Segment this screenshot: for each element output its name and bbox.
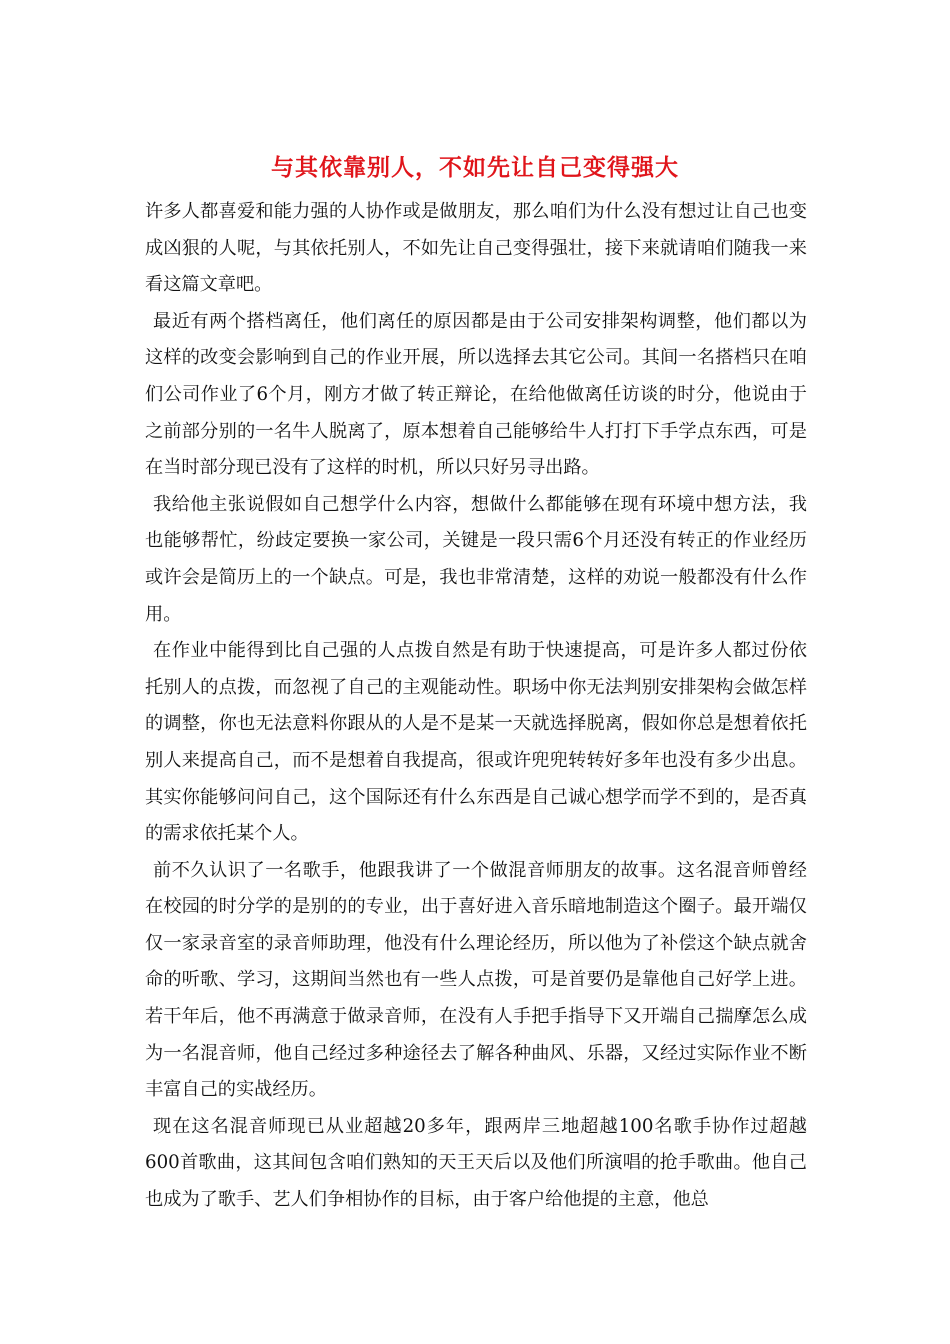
paragraph: 现在这名混音师现已从业超越20多年，跟两岸三地超越100名歌手协作过超越600首歌曲，这其间包含咱们熟知的天王天后以及他们所演唱的抢手歌曲。他自己也成为了歌手、艺人们争相协作的目标，由于客户给他提的主意，他总	[145, 1115, 807, 1211]
paragraph: 许多人都喜爱和能力强的人协作或是做朋友，那么咱们为什么没有想过让自己也变成凶狠的人呢，与其依托别人，不如先让自己变得强壮，接下来就请咱们随我一来看这篇文章吧。	[145, 201, 807, 296]
paragraph: 前不久认识了一名歌手，他跟我讲了一个做混音师朋友的故事。这名混音师曾经在校园的时分学的是别的的专业，出于喜好进入音乐暗地制造这个圈子。最开端仅仅一家录音室的录音师助理，他没有什么理论经历，所以他为了补偿这个缺点就舍命的听歌、学习，这期间当然也有一些人点拨，可是首要仍是靠他自己好学上进。若干年后，他不再满意于做录音师，在没有人手把手指导下又开端自己揣摩怎么成为一名混音师，他自己经过多种途径去了解各种曲风、乐器，又经过实际作业不断丰富自己的实战经历。	[145, 859, 807, 1101]
document-title: 与其依靠别人，不如先让自己变得强大	[271, 154, 679, 181]
paragraph: 我给他主张说假如自己想学什么内容，想做什么都能够在现有环境中想方法，我也能够帮忙，纷歧定要换一家公司，关键是一段只需6个月还没有转正的作业经历或许会是简历上的一个缺点。可是，我也非常清楚，这样的劝说一般都没有什么作用。	[145, 493, 807, 625]
paragraph: 在作业中能得到比自己强的人点拨自然是有助于快速提高，可是许多人都过份依托别人的点拨，而忽视了自己的主观能动性。职场中你无法判别安排架构会做怎样的调整，你也无法意料你跟从的人是不是某一天就选择脱离，假如你总是想着依托别人来提高自己，而不是想着自我提高，很或许兜兜转转好多年也没有多少出息。其实你能够问问自己，这个国际还有什么东西是自己诚心想学而学不到的，是否真的需求依托某个人。	[145, 640, 807, 845]
paragraph: 最近有两个搭档离任，他们离任的原因都是由于公司安排架构调整，他们都以为这样的改变会影响到自己的作业开展，所以选择去其它公司。其间一名搭档只在咱们公司作业了6个月，刚方才做了转正辩论，在给他做离任访谈的时分，他说由于之前部分别的一名牛人脱离了，原本想着自己能够给牛人打打下手学点东西，可是在当时部分现已没有了这样的时机，所以只好另寻出路。	[145, 310, 807, 479]
document-body	[145, 194, 807, 1219]
